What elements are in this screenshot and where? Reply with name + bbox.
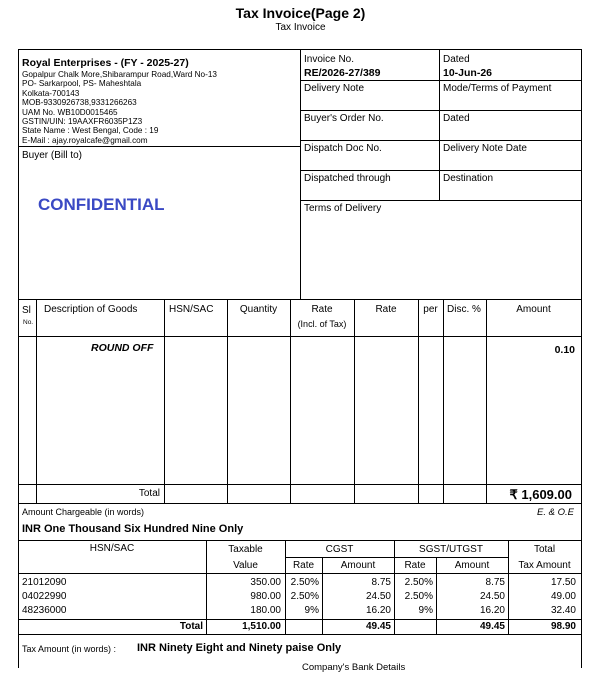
tax-header-value: Value bbox=[233, 560, 258, 571]
items-total-amount: ₹ 1,609.00 bbox=[509, 487, 572, 502]
seller-address-line: PO- Sarkarpool, PS- Maheshtala bbox=[22, 79, 142, 89]
tax-row-sgst-rate: 9% bbox=[418, 605, 433, 616]
eoe-label: E. & O.E bbox=[537, 507, 574, 518]
tax-table-top bbox=[18, 540, 581, 541]
col-divider bbox=[418, 299, 419, 503]
col-header-no: No. bbox=[23, 319, 34, 326]
tax-header-sgst-rate: Rate bbox=[404, 560, 426, 571]
meta-mid-border bbox=[439, 49, 440, 200]
tax-header-cgst-amount: Amount bbox=[340, 560, 376, 571]
meta-left-border bbox=[300, 49, 301, 299]
tax-header-sgst-amount: Amount bbox=[454, 560, 490, 571]
tax-row-cgst-rate: 2.50% bbox=[290, 591, 319, 602]
outer-left-border bbox=[18, 49, 19, 668]
col-divider bbox=[164, 299, 165, 503]
tax-row-value: 180.00 bbox=[250, 605, 281, 616]
tax-row-value: 350.00 bbox=[250, 577, 281, 588]
tax-row-value: 980.00 bbox=[250, 591, 281, 602]
tax-row-hsn: 48236000 bbox=[22, 605, 67, 616]
col-divider bbox=[443, 299, 444, 503]
col-header-rate: Rate bbox=[375, 304, 397, 315]
mode-terms-label: Mode/Terms of Payment bbox=[443, 83, 552, 94]
tax-header-total: Total bbox=[533, 544, 556, 555]
tax-row-sgst-amount: 16.20 bbox=[479, 605, 505, 616]
invoice-title: Tax Invoice(Page 2) bbox=[235, 5, 366, 21]
destination-label: Destination bbox=[443, 173, 494, 184]
tax-header-sgst: SGST/UTGST bbox=[419, 544, 483, 555]
col-divider bbox=[354, 299, 355, 503]
col-divider bbox=[290, 299, 291, 503]
tax-words-label: Tax Amount (in words) : bbox=[22, 644, 117, 654]
tax-row-cgst-amount: 24.50 bbox=[365, 591, 391, 602]
items-body-bottom bbox=[18, 484, 581, 485]
seller-address bbox=[22, 70, 297, 145]
amount-words-label: Amount Chargeable (in words) bbox=[22, 507, 145, 517]
tax-row-cgst-amount: 8.75 bbox=[371, 577, 391, 588]
meta-row-line bbox=[300, 140, 581, 141]
dispatch-doc-label: Dispatch Doc No. bbox=[304, 143, 382, 154]
meta-row-line bbox=[300, 200, 581, 201]
outer-right-border bbox=[581, 49, 582, 668]
col-header-rate-incl-sub: (Incl. of Tax) bbox=[297, 319, 347, 329]
terms-delivery-label: Terms of Delivery bbox=[304, 203, 382, 214]
dated2-label: Dated bbox=[443, 113, 470, 124]
tax-row-cgst-rate: 9% bbox=[304, 605, 319, 616]
seller-email: E-Mail : ajay.royalcafe@gmail.com bbox=[22, 135, 148, 145]
tax-total-cgst-amount: 49.45 bbox=[365, 621, 391, 632]
seller-address-line: Kolkata-700143 bbox=[22, 88, 80, 98]
seller-address-line: GSTIN/UIN: 19AAXFR6035P1Z3 bbox=[22, 117, 143, 127]
items-total-label: Total bbox=[138, 488, 160, 499]
dispatched-through-label: Dispatched through bbox=[304, 173, 391, 184]
tax-row-hsn: 21012090 bbox=[22, 577, 67, 588]
tax-words-text: INR Ninety Eight and Ninety paise Only bbox=[137, 642, 342, 654]
dated-label: Dated bbox=[443, 54, 470, 65]
buyers-order-label: Buyer's Order No. bbox=[304, 113, 384, 124]
confidential-stamp: CONFIDENTIAL bbox=[38, 195, 165, 214]
item-amount: 0.10 bbox=[554, 344, 575, 356]
tax-total-top bbox=[18, 619, 581, 620]
col-header-amount: Amount bbox=[516, 304, 551, 315]
dated-value: 10-Jun-26 bbox=[443, 67, 493, 79]
tax-total-label: Total bbox=[179, 621, 203, 632]
invoice-no-label: Invoice No. bbox=[304, 54, 355, 65]
tax-header-cgst: CGST bbox=[325, 544, 354, 555]
col-header-disc: Disc. % bbox=[447, 304, 481, 315]
tax-row-sgst-rate: 2.50% bbox=[404, 577, 433, 588]
tax-row-cgst-amount: 16.20 bbox=[365, 605, 391, 616]
tax-row-total: 32.40 bbox=[550, 605, 576, 616]
buyer-label: Buyer (Bill to) bbox=[22, 150, 83, 161]
tax-total-total: 98.90 bbox=[550, 621, 576, 632]
col-header-hsn: HSN/SAC bbox=[169, 304, 214, 315]
item-description: ROUND OFF bbox=[91, 342, 154, 354]
col-header-per: per bbox=[423, 304, 438, 315]
tax-table-bottom bbox=[18, 634, 581, 635]
tax-row-sgst-rate: 2.50% bbox=[404, 591, 433, 602]
meta-row-line bbox=[300, 110, 581, 111]
col-divider bbox=[36, 299, 37, 503]
items-table-top bbox=[18, 299, 581, 300]
tax-row-sgst-amount: 8.75 bbox=[485, 577, 505, 588]
seller-name: Royal Enterprises - (FY - 2025-27) bbox=[22, 57, 189, 69]
invoice-no-value: RE/2026-27/389 bbox=[304, 67, 381, 79]
tax-total-sgst-amount: 49.45 bbox=[479, 621, 505, 632]
seller-address-line: State Name : West Bengal, Code : 19 bbox=[22, 126, 159, 136]
amount-words-text: INR One Thousand Six Hundred Nine Only bbox=[22, 523, 244, 535]
tax-header-taxable: Taxable bbox=[228, 544, 263, 555]
tax-total-value: 1,510.00 bbox=[242, 621, 281, 632]
col-header-sl: Sl bbox=[22, 305, 31, 316]
tax-row-total: 17.50 bbox=[550, 577, 576, 588]
items-header-bottom bbox=[18, 336, 581, 337]
tax-row-cgst-rate: 2.50% bbox=[290, 577, 319, 588]
invoice-subtitle: Tax Invoice bbox=[275, 22, 326, 33]
col-divider bbox=[486, 299, 487, 503]
col-header-quantity: Quantity bbox=[239, 304, 278, 315]
meta-row-line bbox=[300, 170, 581, 171]
seller-address-line: Gopalpur Chalk More,Shibarampur Road,Ward No-13 bbox=[22, 70, 217, 79]
tax-row-total: 49.00 bbox=[550, 591, 576, 602]
col-header-description: Description of Goods bbox=[44, 304, 138, 315]
meta-row-line bbox=[300, 80, 581, 81]
tax-header-tax-amount: Tax Amount bbox=[518, 560, 571, 571]
col-divider bbox=[227, 299, 228, 503]
delivery-note-label: Delivery Note bbox=[304, 83, 365, 94]
tax-row-hsn: 04022990 bbox=[22, 591, 67, 602]
tax-subheader-line bbox=[285, 557, 508, 558]
seller-address-line: UAM No. WB10D0015465 bbox=[22, 107, 118, 117]
col-header-rate-incl: Rate bbox=[311, 304, 333, 315]
tax-row-sgst-amount: 24.50 bbox=[479, 591, 505, 602]
seller-buyer-divider bbox=[18, 146, 300, 147]
bank-details-label: Company's Bank Details bbox=[302, 662, 406, 673]
tax-header-hsn: HSN/SAC bbox=[89, 543, 135, 554]
tax-header-cgst-rate: Rate bbox=[292, 560, 315, 571]
items-total-bottom bbox=[18, 503, 581, 504]
seller-block bbox=[22, 56, 297, 145]
tax-header-bottom bbox=[18, 573, 581, 574]
delivery-note-date-label: Delivery Note Date bbox=[443, 143, 527, 154]
seller-address-line: MOB-9330926738,9331266263 bbox=[22, 98, 137, 108]
